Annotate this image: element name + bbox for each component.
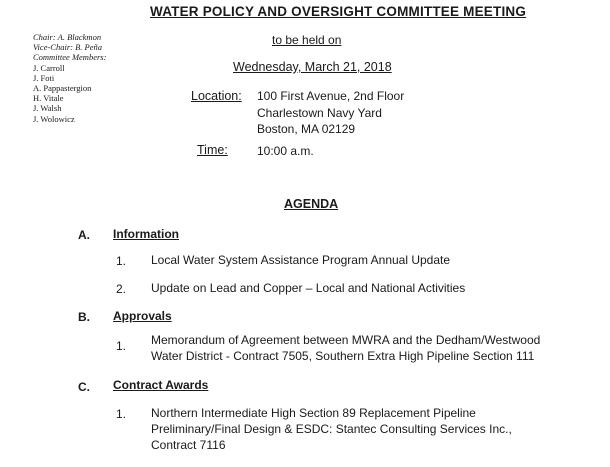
item-number: 2.: [116, 282, 127, 296]
item-line: Water District - Contract 7505, Southern Extra High Pipeline Section 111: [151, 349, 535, 363]
section-letter: A.: [78, 228, 90, 242]
member-name: J. Walsh: [33, 103, 62, 114]
held-on-text: to be held on: [272, 33, 342, 47]
vice-chair-line: Vice-Chair: B. Peña: [33, 42, 103, 53]
agenda-heading: AGENDA: [284, 197, 339, 211]
committee-members-block: [33, 32, 106, 124]
item-line: Northern Intermediate High Section 89 Replacement Pipeline: [151, 406, 476, 420]
address-line: 100 First Avenue, 2nd Floor: [257, 89, 405, 103]
meeting-date: Wednesday, March 21, 2018: [233, 60, 392, 74]
location-label: Location:: [191, 89, 242, 103]
member-name: J. Wolowicz: [33, 113, 75, 124]
item-number: 1.: [116, 407, 127, 421]
address-line: Charlestown Navy Yard: [257, 105, 382, 120]
section-heading-information: Information: [113, 227, 179, 241]
committee-members-label: Committee Members:: [33, 52, 107, 63]
member-name: J. Carroll: [33, 62, 65, 73]
section-letter: C.: [78, 380, 90, 394]
time-value: 10:00 a.m.: [257, 144, 314, 158]
section-heading-approvals: Approvals: [113, 309, 172, 323]
item-number: 1.: [116, 254, 127, 268]
page-title: WATER POLICY AND OVERSIGHT COMMITTEE MEETING: [150, 4, 527, 19]
section-letter: B.: [78, 310, 90, 324]
agenda-item: Update on Lead and Copper – Local and National Activities: [151, 281, 466, 295]
member-name: J. Foti: [33, 72, 55, 83]
address-line: Boston, MA 02129: [257, 122, 356, 136]
item-number: 1.: [116, 339, 127, 353]
time-label: Time:: [197, 143, 228, 157]
item-line: Memorandum of Agreement between MWRA and the Dedham/Westwood: [151, 333, 541, 347]
agenda-item: [151, 405, 512, 453]
member-name: A. Pappastergion: [33, 83, 92, 94]
item-line: Preliminary/Final Design & ESDC: Stantec Consulting Services Inc.,: [151, 422, 512, 436]
section-heading-contract-awards: Contract Awards: [113, 378, 209, 392]
member-name: H. Vitale: [33, 93, 64, 104]
location-address: [257, 88, 404, 138]
agenda-item: [151, 332, 540, 364]
agenda-item: Local Water System Assistance Program Annual Update: [151, 253, 451, 267]
chair-line: Chair: A. Blackmon: [33, 32, 102, 42]
item-line: Contract 7116: [151, 438, 226, 452]
